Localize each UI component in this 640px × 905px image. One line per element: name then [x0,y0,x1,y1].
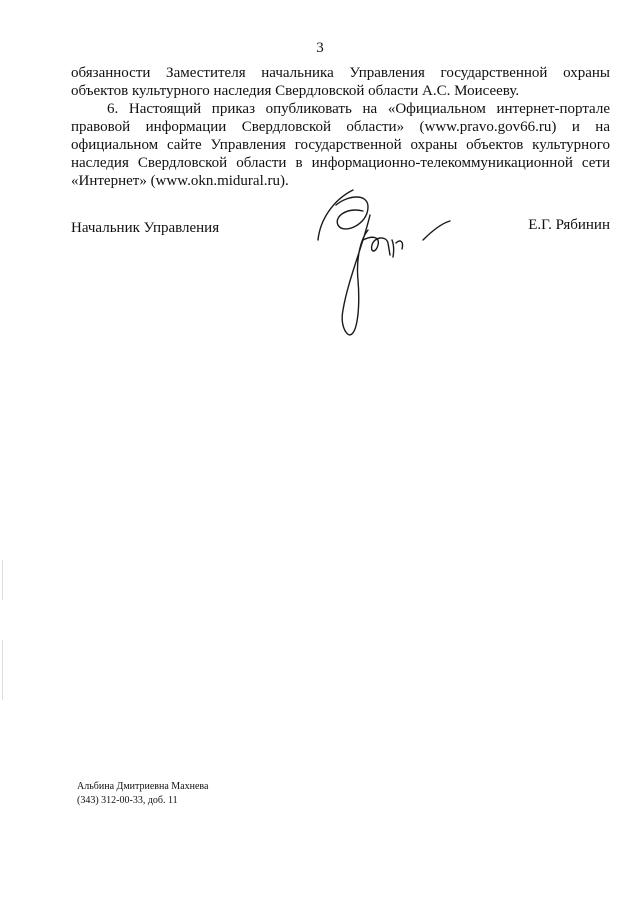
signatory-position: Начальник Управления [71,220,220,236]
signatory-name: Е.Г. Рябинин [528,217,610,233]
executor-footer [77,780,208,808]
document-body [71,64,610,190]
scan-edge-mark [2,560,3,600]
scan-edge-mark [2,640,3,700]
paragraph-continuation: обязанности Заместителя начальника Управления государственной охраны объектов культурного наследия Свердловской области А.С. Моисееву. [71,65,610,99]
executor-name: Альбина Дмитриевна Махнева [77,781,209,792]
executor-phone: (343) 312-00-33, доб. 11 [77,795,178,806]
page-number: 3 [316,40,324,56]
handwritten-signature [308,185,458,345]
paragraph-6: 6. Настоящий приказ опубликовать на «Официальном интернет-портале правовой информации Свердловской области» (www.pravo.gov66.ru) и на официальном сайте Управления государственной охраны объектов культурного наследия Свердловской области в информационно-телекоммуникационной сети «Интернет» (www.okn.midural.ru). [71,101,610,189]
